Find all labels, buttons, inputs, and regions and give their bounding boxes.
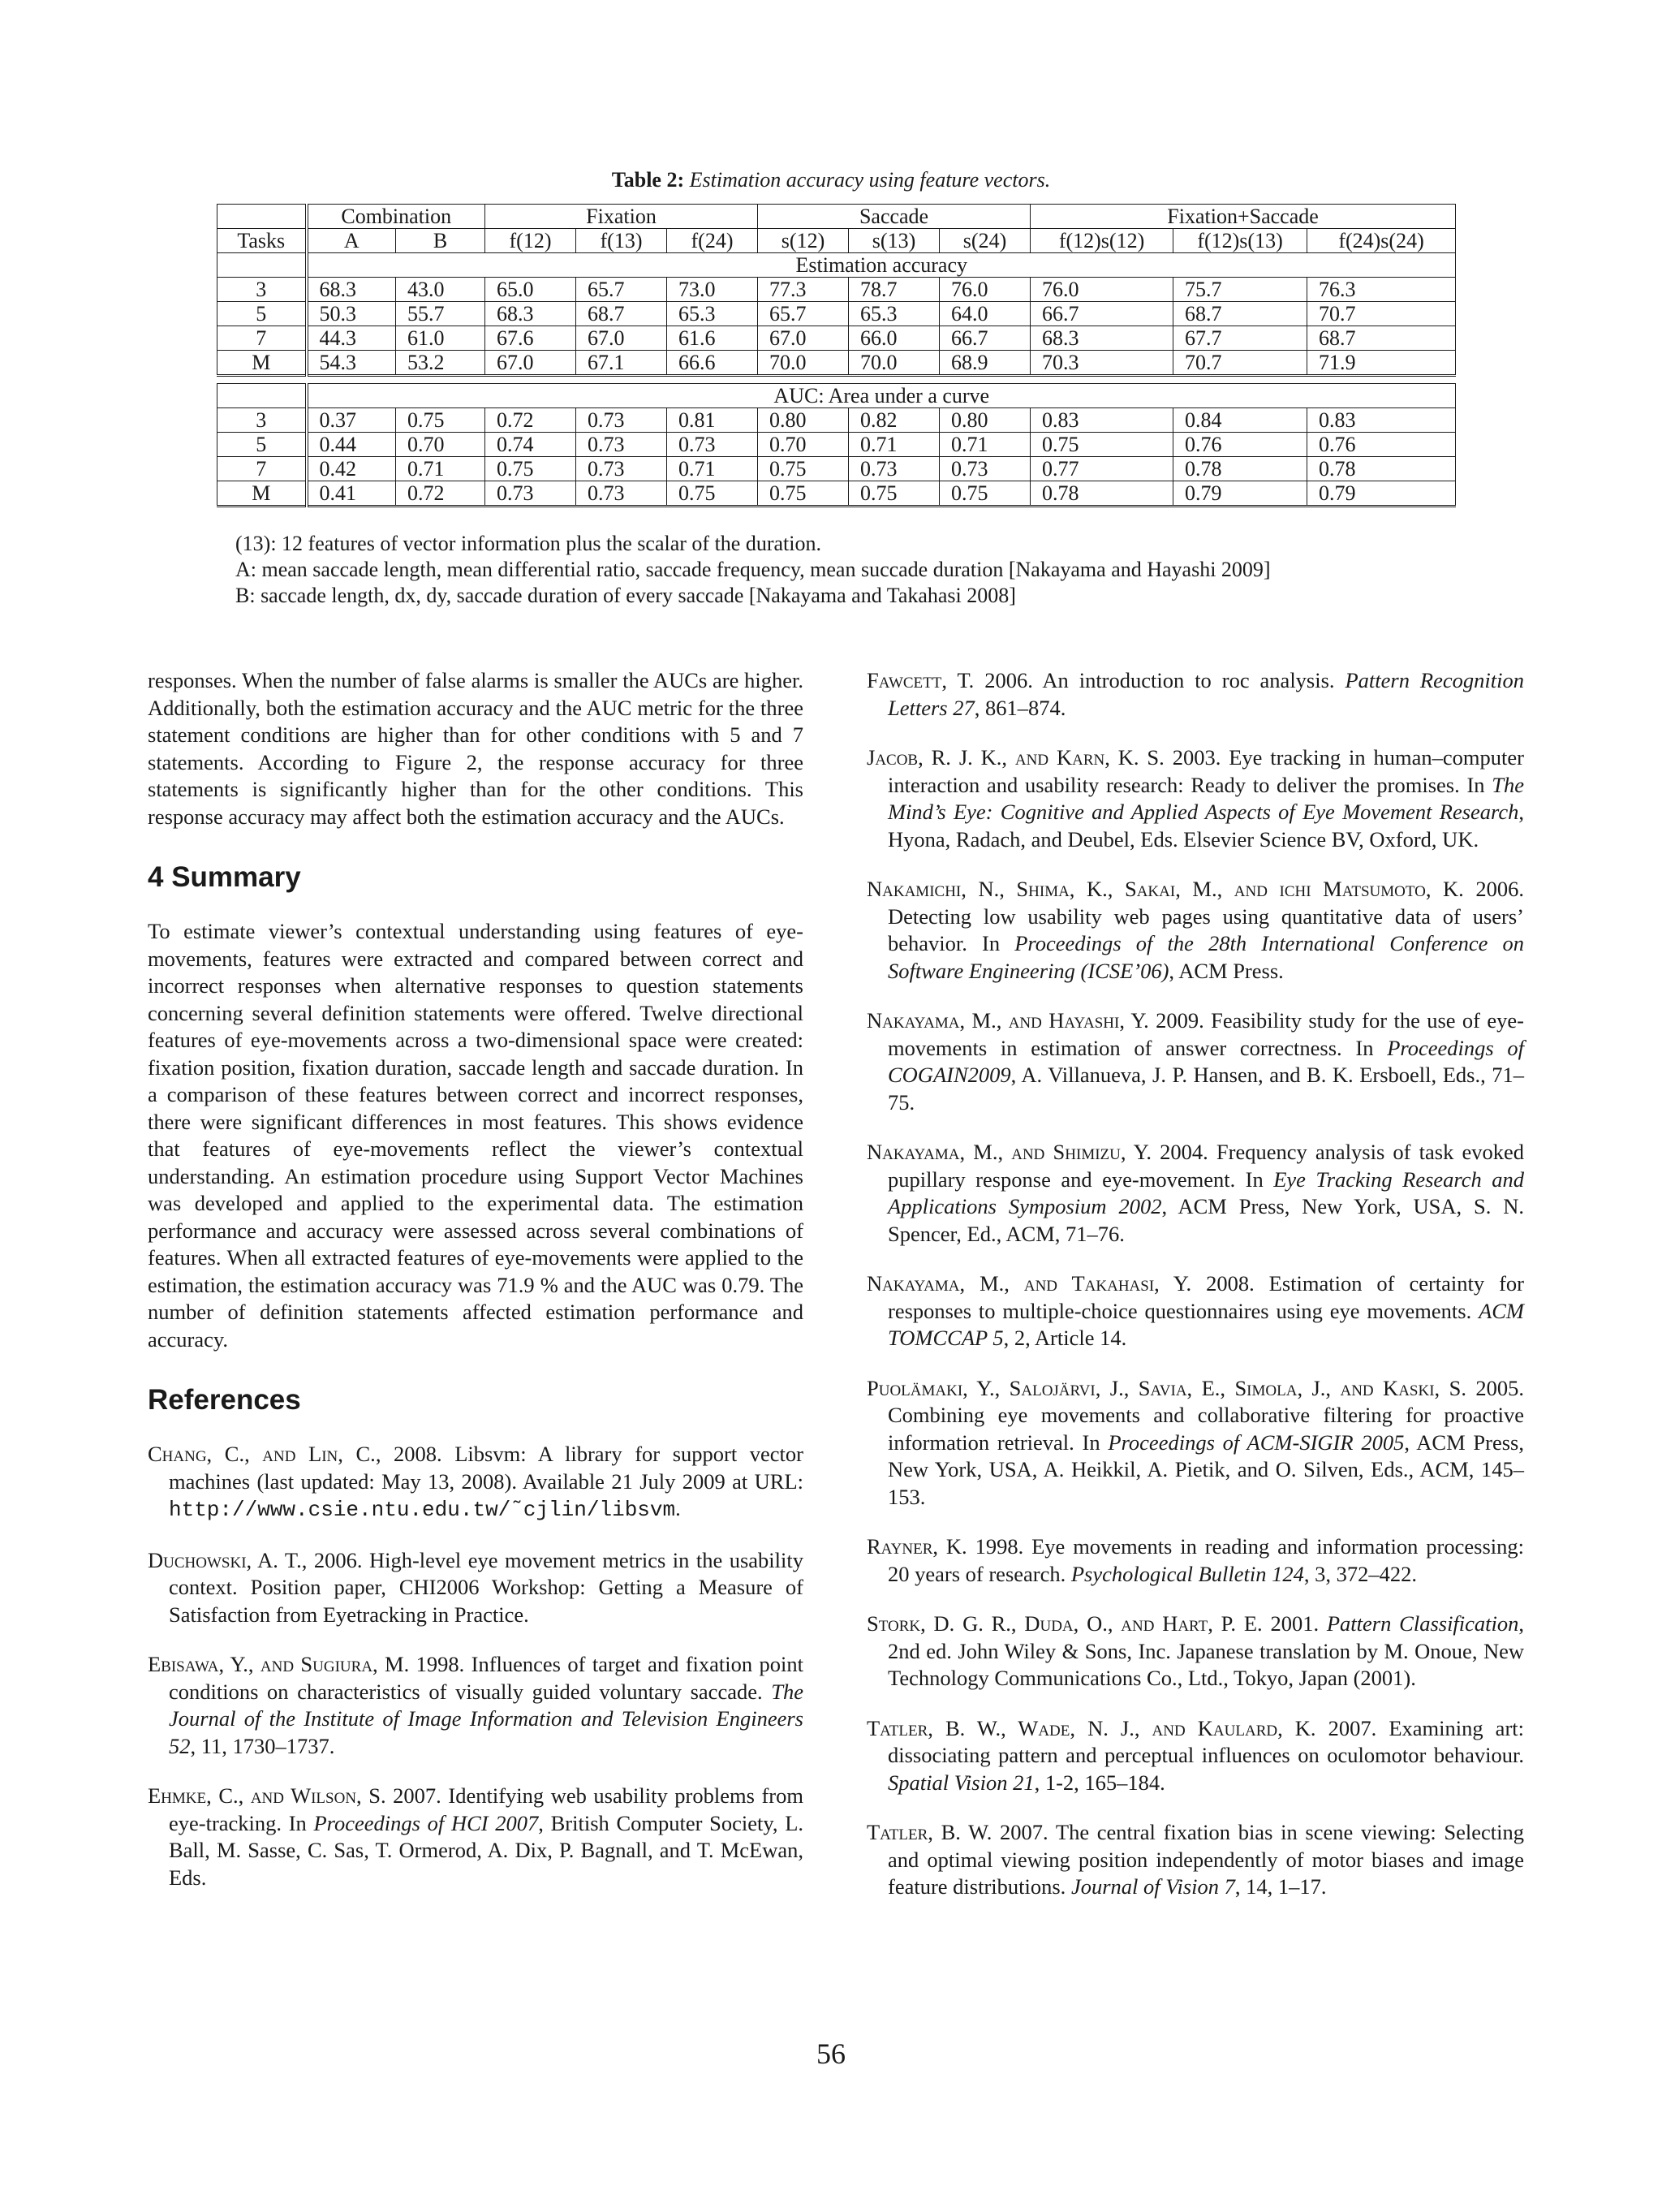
row-label-cell: 5 — [217, 302, 307, 326]
reference-end: , ACM Press. — [1169, 958, 1284, 983]
table-row — [217, 481, 1456, 507]
value-cell: 0.70 — [396, 433, 485, 457]
value-cell: 0.78 — [1307, 457, 1456, 481]
reference-entry — [867, 876, 1524, 985]
value-cell: 66.6 — [667, 351, 758, 376]
reference-end: , 11, 1730–1737. — [190, 1733, 335, 1758]
reference-venue: Proceedings of HCI 2007 — [313, 1810, 539, 1835]
results-table — [217, 204, 1456, 507]
reference-authors: Rayner, K. — [867, 1534, 967, 1559]
column-header: s(13) — [849, 229, 940, 253]
group-header-row — [217, 205, 1456, 229]
value-cell: 70.7 — [1173, 351, 1307, 376]
table-caption — [0, 168, 1662, 192]
value-cell: 0.75 — [940, 481, 1031, 507]
summary-paragraph: To estimate viewer’s contextual understanding using features of eye-movements, features were extracted and compared between correct and incorrect responses when alternative responses to question statements concerning several definition statements were offered. Twelve directional features of eye-movements across a two-dimensional space were created: fixation position, fixation duration, saccade length and saccade duration. In a comparison of these features between correct and incorrect responses, there were significant differences in most features. This shows evidence that features of eye-movements reflect the viewer’s contextual understanding. An estimation procedure using Support Vector Machines was developed and applied to the experimental data. The estimation performance and accuracy were assessed across several combinations of features. When all extracted features of eye-movements were applied to the estimation, the estimation accuracy was 71.9 % and the AUC was 0.79. The number of definition statements affected estimation performance and accuracy. — [148, 919, 803, 1352]
reference-authors: Chang, C., and Lin, C. — [148, 1442, 376, 1466]
value-cell: 53.2 — [396, 351, 485, 376]
value-cell: 55.7 — [396, 302, 485, 326]
reference-text: 2003. Eye tracking in human–computer interaction and usability research: Ready to deliver the promises. In — [888, 745, 1524, 797]
value-cell: 0.74 — [485, 433, 576, 457]
section-title-empty — [217, 384, 307, 408]
value-cell: 0.75 — [485, 457, 576, 481]
value-cell: 68.7 — [1173, 302, 1307, 326]
section-title-empty — [217, 253, 307, 278]
reference-venue: Proceedings of the 28th International Conference on Software Engineering (ICSE’06) — [888, 931, 1524, 983]
reference-text: 2007. Examining art: dissociating pattern and perceptual influences on oculomotor behaviour. — [888, 1715, 1524, 1767]
value-cell: 76.0 — [940, 278, 1031, 302]
value-cell: 0.73 — [940, 457, 1031, 481]
reference-entry — [867, 1270, 1524, 1352]
value-cell: 73.0 — [667, 278, 758, 302]
value-cell: 0.72 — [396, 481, 485, 507]
reference-entry — [867, 1139, 1524, 1248]
references-list-right — [867, 667, 1524, 1901]
reference-venue: Psychological Bulletin 124 — [1070, 1561, 1304, 1586]
value-cell: 0.80 — [758, 408, 849, 433]
value-cell: 67.0 — [576, 326, 667, 351]
value-cell: 64.0 — [940, 302, 1031, 326]
value-cell: 77.3 — [758, 278, 849, 302]
column-header: s(24) — [940, 229, 1031, 253]
table-caption-label: Table 2: — [611, 168, 685, 192]
value-cell: 0.37 — [307, 408, 396, 433]
reference-text: 2005. Combining eye movements and collaborative filtering for proactive information retrieval. In — [888, 1375, 1524, 1455]
left-column — [148, 667, 803, 1891]
value-cell: 0.71 — [667, 457, 758, 481]
value-cell: 0.78 — [1031, 481, 1173, 507]
reference-end: , A. Villanueva, J. P. Hansen, and B. K. Ersboell, Eds., 71–75. — [888, 1063, 1524, 1115]
value-cell: 65.3 — [667, 302, 758, 326]
table-caption-text: Estimation accuracy using feature vectors. — [689, 168, 1051, 192]
value-cell: 66.7 — [1031, 302, 1173, 326]
summary-heading: 4 Summary — [148, 861, 301, 893]
value-cell: 0.75 — [667, 481, 758, 507]
value-cell: 70.0 — [849, 351, 940, 376]
column-header: f(13) — [576, 229, 667, 253]
reference-authors: Nakayama, M., and Hayashi, Y. — [867, 1008, 1149, 1033]
value-cell: 0.81 — [667, 408, 758, 433]
table-row — [217, 326, 1456, 351]
section-title-row — [217, 253, 1456, 278]
value-cell: 61.6 — [667, 326, 758, 351]
section-title-auc: AUC: Area under a curve — [307, 384, 1456, 408]
value-cell: 44.3 — [307, 326, 396, 351]
value-cell: 70.7 — [1307, 302, 1456, 326]
reference-venue: The Journal of the Institute of Image Information and Television Engineers 52 — [169, 1679, 803, 1758]
value-cell: 0.78 — [1173, 457, 1307, 481]
references-list-left — [148, 1441, 803, 1891]
right-column — [867, 667, 1524, 1901]
reference-end: , 2nd ed. John Wiley & Sons, Inc. Japanese translation by M. Onoue, New Technology Communications Co., Ltd., Tokyo, Japan (2001). — [888, 1611, 1525, 1690]
reference-text: 2007. Identifying web usability problems from eye-tracking. In — [169, 1783, 803, 1835]
column-header: f(12) — [485, 229, 576, 253]
reference-authors: Stork, D. G. R., Duda, O., and Hart, P. E. — [867, 1611, 1263, 1636]
value-cell: 68.3 — [307, 278, 396, 302]
value-cell: 0.71 — [940, 433, 1031, 457]
value-cell: 68.3 — [485, 302, 576, 326]
value-cell: 68.3 — [1031, 326, 1173, 351]
value-cell: 67.0 — [485, 351, 576, 376]
references-heading: References — [148, 1384, 301, 1416]
section-title-estimation-accuracy: Estimation accuracy — [307, 253, 1456, 278]
value-cell: 0.75 — [758, 457, 849, 481]
value-cell: 43.0 — [396, 278, 485, 302]
value-cell: 0.83 — [1307, 408, 1456, 433]
reference-end: , Hyona, Radach, and Deubel, Eds. Elsevier Science BV, Oxford, UK. — [888, 800, 1524, 852]
value-cell: 0.76 — [1173, 433, 1307, 457]
reference-end: , 2, Article 14. — [1003, 1326, 1127, 1350]
column-header: A — [307, 229, 396, 253]
reference-entry — [867, 1533, 1524, 1588]
value-cell: 0.83 — [1031, 408, 1173, 433]
row-label-cell: 7 — [217, 457, 307, 481]
value-cell: 0.82 — [849, 408, 940, 433]
value-cell: 0.73 — [485, 481, 576, 507]
value-cell: 65.7 — [576, 278, 667, 302]
reference-text: 2007. The central fixation bias in scene viewing: Selecting and optimal viewing position independently of motor biases and image feature distributions. — [888, 1820, 1524, 1899]
value-cell: 0.41 — [307, 481, 396, 507]
row-label-cell: M — [217, 481, 307, 507]
reference-entry — [148, 1783, 803, 1891]
reference-venue: Journal of Vision 7 — [1070, 1874, 1235, 1899]
table-row — [217, 408, 1456, 433]
value-cell: 70.3 — [1031, 351, 1173, 376]
reference-text: 2001. — [1262, 1611, 1327, 1636]
value-cell: 0.71 — [396, 457, 485, 481]
value-cell: 50.3 — [307, 302, 396, 326]
table-row — [217, 457, 1456, 481]
column-header-row — [217, 229, 1456, 253]
group-header-empty — [217, 205, 307, 229]
value-cell: 65.7 — [758, 302, 849, 326]
value-cell: 0.72 — [485, 408, 576, 433]
table-note: B: saccade length, dx, dy, saccade duration of every saccade [Nakayama and Takahasi 2008] — [235, 584, 1016, 607]
reference-text: 2008. Estimation of certainty for responses to multiple-choice questionnaires using eye movements. — [888, 1271, 1525, 1323]
reference-venue: Pattern Classification — [1326, 1611, 1519, 1636]
page-number: 56 — [816, 2037, 846, 2070]
reference-entry — [148, 1441, 803, 1524]
group-header-fixation: Fixation — [485, 205, 758, 229]
table-row — [217, 302, 1456, 326]
reference-venue: The Mind’s Eye: Cognitive and Applied Aspects of Eye Movement Research — [888, 772, 1524, 824]
reference-venue: Proceedings of COGAIN2009 — [888, 1035, 1524, 1087]
table-row — [217, 278, 1456, 302]
reference-venue: Proceedings of ACM-SIGIR 2005 — [1108, 1429, 1405, 1455]
reference-end: , 14, 1–17. — [1234, 1874, 1327, 1899]
column-header: f(24) — [667, 229, 758, 253]
reference-venue: Pattern Recognition Letters 27 — [888, 668, 1524, 720]
value-cell: 0.79 — [1307, 481, 1456, 507]
value-cell: 71.9 — [1307, 351, 1456, 376]
reference-authors: Nakayama, M., and Shimizu, Y. — [867, 1140, 1152, 1164]
value-cell: 0.80 — [940, 408, 1031, 433]
row-label-cell: 3 — [217, 278, 307, 302]
value-cell: 75.7 — [1173, 278, 1307, 302]
value-cell: 0.77 — [1031, 457, 1173, 481]
reference-entry — [867, 1610, 1524, 1692]
value-cell: 68.7 — [1307, 326, 1456, 351]
column-header: f(12)s(12) — [1031, 229, 1173, 253]
section-spacer-cell — [217, 376, 1456, 384]
reference-venue: Spatial Vision 21 — [888, 1770, 1035, 1795]
value-cell: 67.7 — [1173, 326, 1307, 351]
reference-text: 2006. Detecting low usability web pages using quantitative data of users’ behavior. In — [888, 877, 1524, 955]
value-cell: 0.71 — [849, 433, 940, 457]
column-header: Tasks — [217, 229, 307, 253]
value-cell: 0.42 — [307, 457, 396, 481]
value-cell: 78.7 — [849, 278, 940, 302]
column-header: B — [396, 229, 485, 253]
reference-end: , ACM Press, New York, USA, S. N. Spencer, Ed., ACM, 71–76. — [888, 1194, 1524, 1246]
value-cell: 54.3 — [307, 351, 396, 376]
reference-end: , 861–874. — [974, 695, 1066, 720]
reference-entry — [148, 1547, 803, 1629]
value-cell: 0.73 — [576, 408, 667, 433]
group-header-fixation-saccade: Fixation+Saccade — [1031, 205, 1456, 229]
value-cell: 67.6 — [485, 326, 576, 351]
reference-end: , 1-2, 165–184. — [1034, 1770, 1165, 1795]
value-cell: 0.73 — [576, 481, 667, 507]
value-cell: 76.3 — [1307, 278, 1456, 302]
value-cell: 0.44 — [307, 433, 396, 457]
reference-end: , British Computer Society, L. Ball, M. Sasse, C. Sas, T. Ormerod, A. Dix, P. Bagnall, and T. McEwan, Eds. — [169, 1810, 804, 1890]
column-header: s(12) — [758, 229, 849, 253]
column-header: f(24)s(24) — [1307, 229, 1456, 253]
value-cell: 65.0 — [485, 278, 576, 302]
table-note: A: mean saccade length, mean differential ratio, saccade frequency, mean succade duration [Nakayama and Hayashi 2009] — [235, 558, 1271, 581]
reference-end: , 3, 372–422. — [1303, 1561, 1418, 1586]
value-cell: 65.3 — [849, 302, 940, 326]
reference-text: , 2006. High-level eye movement metrics in the usability context. Position paper, CHI2006 Workshop: Getting a Measure of Satisfaction from Eyetracking in Practice. — [169, 1547, 803, 1627]
section-title-row — [217, 384, 1456, 408]
reference-text: 2009. Feasibility study for the use of eye-movements in estimation of answer correctness. In — [888, 1008, 1524, 1060]
value-cell: 68.9 — [940, 351, 1031, 376]
reference-authors: Ebisawa, Y., and Sugiura, M. — [148, 1652, 410, 1676]
value-cell: 66.7 — [940, 326, 1031, 351]
row-label-cell: M — [217, 351, 307, 376]
reference-entry — [867, 744, 1524, 853]
value-cell: 0.75 — [1031, 433, 1173, 457]
reference-entry — [867, 1715, 1524, 1797]
row-label-cell: 5 — [217, 433, 307, 457]
row-label-cell: 7 — [217, 326, 307, 351]
reference-text: , 2008. Libsvm: A library for support vector machines (last updated: May 13, 2008). Available 21 July 2009 at URL: — [169, 1442, 803, 1494]
reference-authors: Jacob, R. J. K., and Karn, K. S. — [867, 745, 1165, 770]
reference-end: . — [675, 1496, 681, 1520]
value-cell: 0.73 — [849, 457, 940, 481]
value-cell: 70.0 — [758, 351, 849, 376]
value-cell: 0.76 — [1307, 433, 1456, 457]
reference-entry — [867, 1375, 1524, 1511]
value-cell: 66.0 — [849, 326, 940, 351]
reference-entry — [867, 1819, 1524, 1901]
reference-authors: Ehmke, C., and Wilson, S. — [148, 1783, 386, 1808]
table-note: (13): 12 features of vector information plus the scalar of the duration. — [235, 532, 821, 555]
value-cell: 76.0 — [1031, 278, 1173, 302]
value-cell: 68.7 — [576, 302, 667, 326]
reference-text: 1998. Eye movements in reading and information processing: 20 years of research. — [888, 1534, 1524, 1586]
value-cell: 0.84 — [1173, 408, 1307, 433]
value-cell: 0.75 — [849, 481, 940, 507]
reference-authors: Tatler, B. W. — [867, 1820, 992, 1844]
column-header: f(12)s(13) — [1173, 229, 1307, 253]
reference-text: 1998. Influences of target and fixation point conditions on characteristics of visually guided voluntary saccade. — [169, 1652, 803, 1704]
table-row — [217, 433, 1456, 457]
table-row — [217, 351, 1456, 376]
reference-authors: Tatler, B. W., Wade, N. J., and Kaulard, K. — [867, 1715, 1316, 1740]
value-cell: 0.79 — [1173, 481, 1307, 507]
reference-entry — [148, 1651, 803, 1760]
value-cell: 67.0 — [758, 326, 849, 351]
group-header-saccade: Saccade — [758, 205, 1031, 229]
value-cell: 67.1 — [576, 351, 667, 376]
value-cell: 0.75 — [758, 481, 849, 507]
reference-venue: Eye Tracking Research and Applications Symposium 2002 — [888, 1166, 1524, 1218]
row-label-cell: 3 — [217, 408, 307, 433]
value-cell: 0.70 — [758, 433, 849, 457]
value-cell: 0.73 — [667, 433, 758, 457]
reference-entry — [867, 1007, 1524, 1116]
value-cell: 61.0 — [396, 326, 485, 351]
reference-end: , ACM Press, New York, USA, A. Heikkil, A. Pietik, and O. Silven, Eds., ACM, 145–153. — [888, 1429, 1524, 1509]
reference-text: 2004. Frequency analysis of task evoked pupillary response and eye-movement. In — [888, 1140, 1525, 1192]
reference-text: 2006. An introduction to roc analysis. — [974, 668, 1346, 692]
value-cell: 0.75 — [396, 408, 485, 433]
intro-paragraph: responses. When the number of false alarms is smaller the AUCs are higher. Additionally, both the estimation accuracy and the AUC metric for the three statement conditions are higher than for other conditions with 5 and 7 statements. According to Figure 2, the response accuracy for three statements is significantly higher than for the other conditions. This response accuracy may affect both the estimation accuracy and the AUCs. — [148, 668, 803, 829]
reference-venue: ACM TOMCCAP 5 — [888, 1298, 1524, 1350]
section-spacer — [217, 376, 1456, 384]
reference-authors: Nakamichi, N., Shima, K., Sakai, M., and ichi Matsumoto, K. — [867, 877, 1464, 901]
group-header-combination: Combination — [307, 205, 485, 229]
value-cell: 0.73 — [576, 457, 667, 481]
reference-authors: Puolämaki, Y., Salojärvi, J., Savia, E., Simola, J., and Kaski, S. — [867, 1375, 1466, 1400]
reference-url[interactable]: http://www.csie.ntu.edu.tw/˜cjlin/libsvm — [169, 1498, 676, 1522]
value-cell: 0.73 — [576, 433, 667, 457]
reference-entry — [867, 667, 1524, 722]
reference-authors: Nakayama, M., and Takahasi, Y. — [867, 1271, 1192, 1296]
reference-authors: Duchowski, A. T. — [148, 1547, 302, 1572]
reference-authors: Fawcett, T. — [867, 668, 975, 692]
